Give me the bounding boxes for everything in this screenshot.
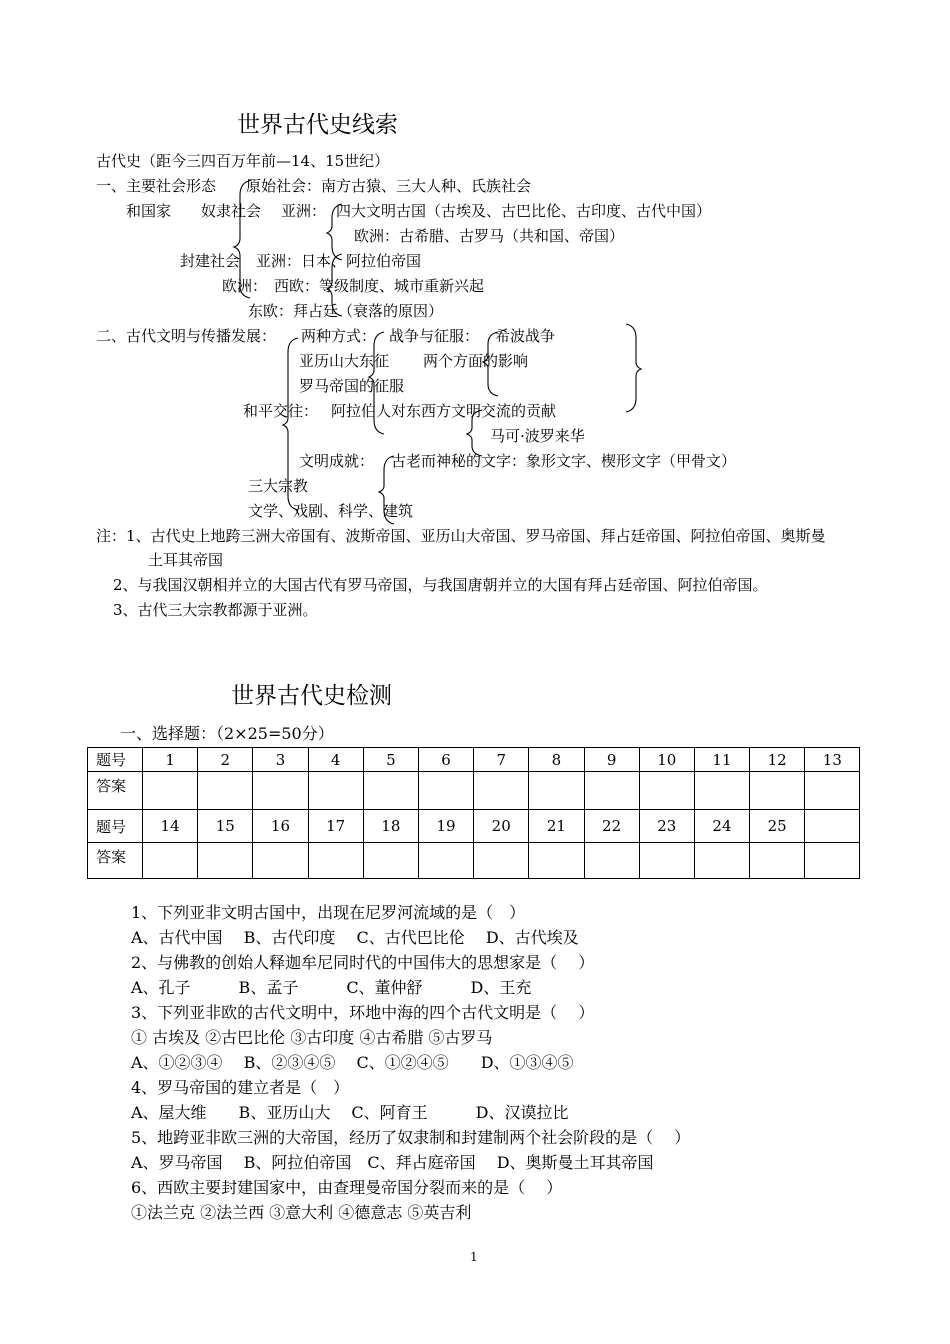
question-number: 13	[805, 748, 860, 772]
feudal-west-europe: 西欧：等级制度、城市重新兴起	[274, 277, 485, 295]
question-number: 17	[308, 810, 363, 843]
war-conquest: 战争与征服：	[389, 327, 480, 345]
answer-table	[87, 747, 860, 879]
question-number: 19	[418, 810, 473, 843]
page-number: 1	[470, 1250, 478, 1264]
answer-cell[interactable]	[584, 843, 639, 879]
answer-cell[interactable]	[474, 843, 529, 879]
feudal-asia: 亚洲：日本、阿拉伯帝国	[256, 252, 422, 270]
question-number	[805, 810, 860, 843]
answer-cell[interactable]	[805, 772, 860, 810]
question-6: 6、西欧主要封建国家中，由查理曼帝国分裂而来的是（ ）	[131, 1178, 563, 1197]
question-number: 24	[694, 810, 749, 843]
note-3: 3、古代三大宗教都源于亚洲。	[113, 601, 318, 619]
section1-heading-cont: 和国家	[126, 202, 172, 220]
note-2: 2、与我国汉朝相并立的大国古代有罗马帝国，与我国唐朝并立的大国有拜占廷帝国、阿拉伯帝国。	[113, 576, 768, 594]
answer-cell[interactable]	[363, 843, 418, 879]
feudal-east-europe: 东欧：拜占廷（衰落的原因）	[248, 302, 444, 320]
question-number: 4	[308, 748, 363, 772]
answer-cell[interactable]	[639, 772, 694, 810]
answer-cell[interactable]	[198, 772, 253, 810]
two-sides-impact: 两个方面的影响	[423, 352, 529, 370]
slave-asia-content: 四大文明古国（古埃及、古巴比伦、古印度、古代中国）	[336, 202, 712, 220]
question-number: 11	[694, 748, 749, 772]
note-1-cont: 土耳其帝国	[148, 551, 224, 569]
row-label-number: 题号	[88, 810, 143, 843]
question-number: 10	[639, 748, 694, 772]
question-number: 23	[639, 810, 694, 843]
answer-cell[interactable]	[584, 772, 639, 810]
answer-cell[interactable]	[418, 772, 473, 810]
persian-war: 希波战争	[495, 327, 556, 345]
question-2: 2、与佛教的创始人释迦牟尼同时代的中国伟大的思想家是（ ）	[131, 953, 595, 972]
peaceful-exchange: 和平交往：	[243, 402, 319, 420]
question-5: 5、地跨亚非欧三洲的大帝国，经历了奴隶制和封建制两个社会阶段的是（ ）	[131, 1128, 691, 1147]
marco-polo: 马可·波罗来华	[490, 427, 585, 445]
literature-arts: 文学、戏剧、科学、建筑	[248, 502, 414, 520]
question-number: 8	[529, 748, 584, 772]
brace-two-ways	[369, 332, 384, 434]
question-3-options: A、①②③④ B、②③④⑤ C、①②④⑤ D、①③④⑤	[131, 1053, 574, 1072]
brace-feudal	[327, 254, 342, 316]
question-5-options: A、罗马帝国 B、阿拉伯帝国 C、拜占庭帝国 D、奥斯曼土耳其帝国	[131, 1153, 654, 1172]
row-label-number: 题号	[88, 748, 143, 772]
question-number: 25	[750, 810, 805, 843]
question-number: 6	[418, 748, 473, 772]
ancient-scripts: 古老而神秘的文字：象形文字、楔形文字（甲骨文）	[391, 452, 737, 470]
feudal-europe-label: 欧洲：	[222, 277, 268, 295]
question-number: 21	[529, 810, 584, 843]
question-number: 15	[198, 810, 253, 843]
question-number: 14	[143, 810, 198, 843]
slave-asia-label: 亚洲：	[281, 202, 327, 220]
question-number: 1	[143, 748, 198, 772]
question-number: 12	[750, 748, 805, 772]
answer-cell[interactable]	[363, 772, 418, 810]
table-row	[88, 843, 860, 879]
question-number: 7	[474, 748, 529, 772]
question-number: 3	[253, 748, 308, 772]
answer-cell[interactable]	[694, 843, 749, 879]
brace-achievements	[379, 456, 394, 524]
brace-society	[234, 180, 252, 298]
answer-cell[interactable]	[639, 843, 694, 879]
question-number: 9	[584, 748, 639, 772]
answer-cell[interactable]	[750, 843, 805, 879]
table-row	[88, 748, 860, 772]
test-title: 世界古代史检测	[231, 683, 392, 709]
two-ways: 两种方式：	[301, 327, 377, 345]
row-label-answer: 答案	[88, 772, 143, 810]
answer-cell[interactable]	[529, 772, 584, 810]
row-label-answer: 答案	[88, 843, 143, 879]
arab-contribution: 阿拉伯人对东西方文明交流的贡献	[331, 402, 557, 420]
feudal-society: 封建社会	[180, 252, 241, 270]
question-3: 3、下列亚非欧的古代文明中，环地中海的四个古代文明是（ ）	[131, 1003, 595, 1022]
answer-cell[interactable]	[253, 772, 308, 810]
three-religions: 三大宗教	[248, 477, 309, 495]
question-6-items: ①法兰克 ②法兰西 ③意大利 ④德意志 ⑤英吉利	[131, 1203, 472, 1222]
section2-heading: 二、古代文明与传播发展：	[96, 327, 277, 345]
question-number: 5	[363, 748, 418, 772]
answer-cell[interactable]	[308, 772, 363, 810]
answer-cell[interactable]	[694, 772, 749, 810]
question-number: 22	[584, 810, 639, 843]
answer-cell[interactable]	[143, 843, 198, 879]
section-choice-heading: 一、选择题：（2×25=50分）	[120, 724, 334, 743]
answer-cell[interactable]	[253, 843, 308, 879]
question-number: 2	[198, 748, 253, 772]
answer-cell[interactable]	[750, 772, 805, 810]
brace-slave-asia	[327, 204, 342, 260]
question-2-options: A、孔子 B、孟子 C、董仲舒 D、王充	[131, 978, 532, 997]
brace-war	[483, 332, 498, 396]
answer-cell[interactable]	[198, 843, 253, 879]
clue-title: 世界古代史线索	[237, 112, 398, 138]
brace-section2	[283, 338, 298, 510]
table-row	[88, 772, 860, 810]
brace-peace	[467, 410, 482, 456]
question-3-items: ① 古埃及 ②古巴比伦 ③古印度 ④古希腊 ⑤古罗马	[131, 1028, 493, 1047]
slave-society: 奴隶社会	[201, 202, 262, 220]
brace-right	[626, 324, 641, 412]
answer-cell[interactable]	[805, 843, 860, 879]
rome-conquest: 罗马帝国的征服	[299, 377, 405, 395]
question-4-options: A、屋大维 B、亚历山大 C、阿育王 D、汉谟拉比	[131, 1103, 569, 1122]
table-row	[88, 810, 860, 843]
slave-europe: 欧洲：古希腊、古罗马（共和国、帝国）	[354, 227, 625, 245]
answer-cell[interactable]	[143, 772, 198, 810]
section1-heading: 一、主要社会形态	[96, 177, 217, 195]
civilization-achievements: 文明成就：	[299, 452, 375, 470]
question-number: 16	[253, 810, 308, 843]
primitive-society: 原始社会：南方古猿、三大人种、氏族社会	[246, 177, 532, 195]
question-1: 1、下列亚非文明古国中，出现在尼罗河流域的是（ ）	[131, 903, 526, 922]
clue-subtitle: 古代史（距今三四百万年前—14、15世纪）	[96, 152, 390, 170]
question-number: 18	[363, 810, 418, 843]
answer-cell[interactable]	[308, 843, 363, 879]
question-4: 4、罗马帝国的建立者是（ ）	[131, 1078, 350, 1097]
alexander-east: 亚历山大东征	[299, 352, 390, 370]
question-number: 20	[474, 810, 529, 843]
answer-cell[interactable]	[529, 843, 584, 879]
note-1: 注：1、古代史上地跨三洲大帝国有、波斯帝国、亚历山大帝国、罗马帝国、拜占廷帝国、阿拉伯帝国、奥斯曼	[96, 527, 826, 545]
answer-cell[interactable]	[474, 772, 529, 810]
answer-cell[interactable]	[418, 843, 473, 879]
question-1-options: A、古代中国 B、古代印度 C、古代巴比伦 D、古代埃及	[131, 928, 579, 947]
